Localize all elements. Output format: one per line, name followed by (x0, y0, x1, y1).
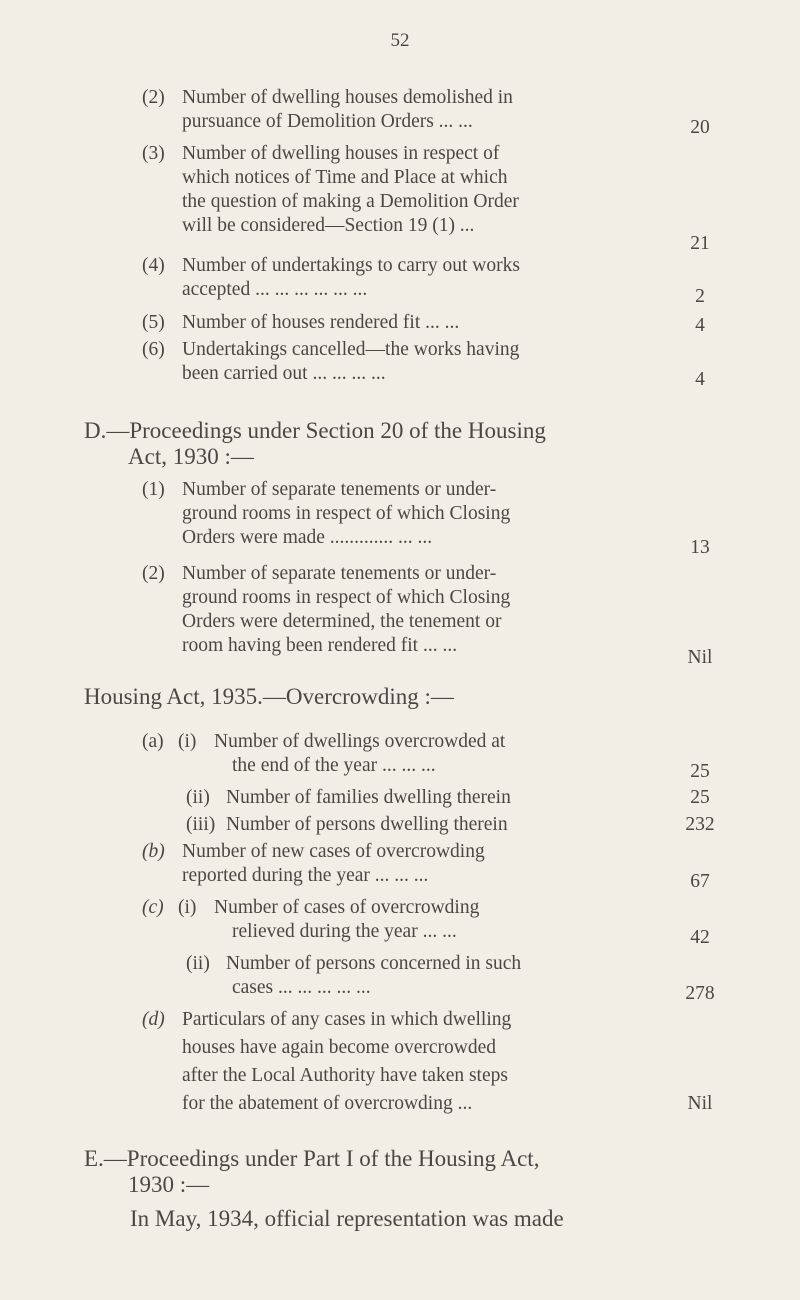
item-text-line: Number of cases of overcrowding (214, 897, 480, 918)
item-value: 4 (695, 315, 705, 336)
item-value: 21 (690, 233, 710, 254)
item-value: 42 (690, 927, 710, 948)
item-text-line: Orders were made ............. ... ... (182, 527, 433, 548)
item-text-line: Number of dwellings overcrowded at (214, 731, 506, 752)
item-number: (a) (142, 731, 164, 752)
item-number: (5) (142, 312, 165, 333)
item-text-line: Number of families dwelling therein (226, 787, 511, 808)
item-text-line: Orders were determined, the tenement or (182, 611, 502, 632)
item-value: 20 (690, 117, 710, 138)
housing-1935-heading (84, 684, 454, 710)
heading-line: E.—Proceedings under Part I of the Housing Act, (84, 1146, 540, 1171)
item-text-line: room having been rendered fit ... ... (182, 635, 458, 656)
item-text-line: ground rooms in respect of which Closing (182, 503, 511, 524)
item-text-line: pursuance of Demolition Orders ... ... (182, 111, 473, 132)
item-number: (1) (142, 479, 165, 500)
section-d-heading (84, 418, 546, 470)
item-text-line: cases ... ... ... ... ... (232, 977, 371, 998)
item-text-line: Number of persons dwelling therein (226, 814, 508, 835)
heading-line: D.—Proceedings under Section 20 of the Housing (84, 418, 546, 443)
item-text-line: Number of persons concerned in such (226, 953, 522, 974)
item-text-line: Number of undertakings to carry out works (182, 255, 520, 276)
item-text-line: Undertakings cancelled—the works having (182, 339, 520, 360)
section-e-heading (84, 1146, 539, 1198)
item-subnumber: (ii) (186, 953, 210, 974)
item-number: (d) (142, 1009, 165, 1030)
item-number: (6) (142, 339, 165, 360)
item-text-line: the end of the year ... ... ... (232, 755, 436, 776)
item-text-line: which notices of Time and Place at which (182, 167, 508, 188)
item-text-line: the question of making a Demolition Order (182, 191, 519, 212)
item-subnumber: (iii) (186, 814, 216, 835)
item-value: 13 (690, 537, 710, 558)
item-number: (2) (142, 563, 165, 584)
item-text-line: will be considered—Section 19 (1) ... (182, 215, 475, 236)
item-number: (3) (142, 143, 165, 164)
item-text-line: Particulars of any cases in which dwelling (182, 1009, 512, 1030)
item-text-line: after the Local Authority have taken steps (182, 1065, 508, 1086)
body-line: In May, 1934, official representation was made (130, 1206, 564, 1231)
item-subnumber: (i) (178, 731, 197, 752)
item-subnumber: (ii) (186, 787, 210, 808)
item-number: (b) (142, 841, 165, 862)
item-text-line: been carried out ... ... ... ... (182, 363, 386, 384)
item-value: Nil (687, 647, 713, 668)
heading-line: 1930 :— (128, 1172, 210, 1197)
item-text-line: for the abatement of overcrowding ... (182, 1093, 473, 1114)
item-text-line: ground rooms in respect of which Closing (182, 587, 511, 608)
item-text-line: Number of separate tenements or under- (182, 563, 497, 584)
item-value: 4 (695, 369, 705, 390)
item-value: 67 (690, 871, 710, 892)
item-number: (4) (142, 255, 165, 276)
item-value: 278 (685, 983, 715, 1004)
item-number: (2) (142, 87, 165, 108)
page-number: 52 (390, 30, 410, 51)
item-subnumber: (i) (178, 897, 197, 918)
item-text-line: reported during the year ... ... ... (182, 865, 429, 886)
item-text-line: Number of new cases of overcrowding (182, 841, 485, 862)
section-e-body (130, 1206, 564, 1232)
item-value: 25 (690, 787, 710, 808)
item-text-line: accepted ... ... ... ... ... ... (182, 279, 368, 300)
item-text-line: relieved during the year ... ... (232, 921, 457, 942)
item-text-line: Number of dwelling houses demolished in (182, 87, 513, 108)
item-value: 232 (685, 814, 715, 835)
heading-line: Act, 1930 :— (128, 444, 254, 469)
item-value: 25 (690, 761, 710, 782)
item-number: (c) (142, 897, 164, 918)
item-text-line: houses have again become overcrowded (182, 1037, 497, 1058)
item-value: Nil (687, 1093, 713, 1114)
heading-line: Housing Act, 1935.—Overcrowding :— (84, 684, 454, 709)
item-text-line: Number of separate tenements or under- (182, 479, 497, 500)
item-text-line: Number of houses rendered fit ... ... (182, 312, 460, 333)
item-value: 2 (695, 286, 705, 307)
item-text-line: Number of dwelling houses in respect of (182, 143, 500, 164)
